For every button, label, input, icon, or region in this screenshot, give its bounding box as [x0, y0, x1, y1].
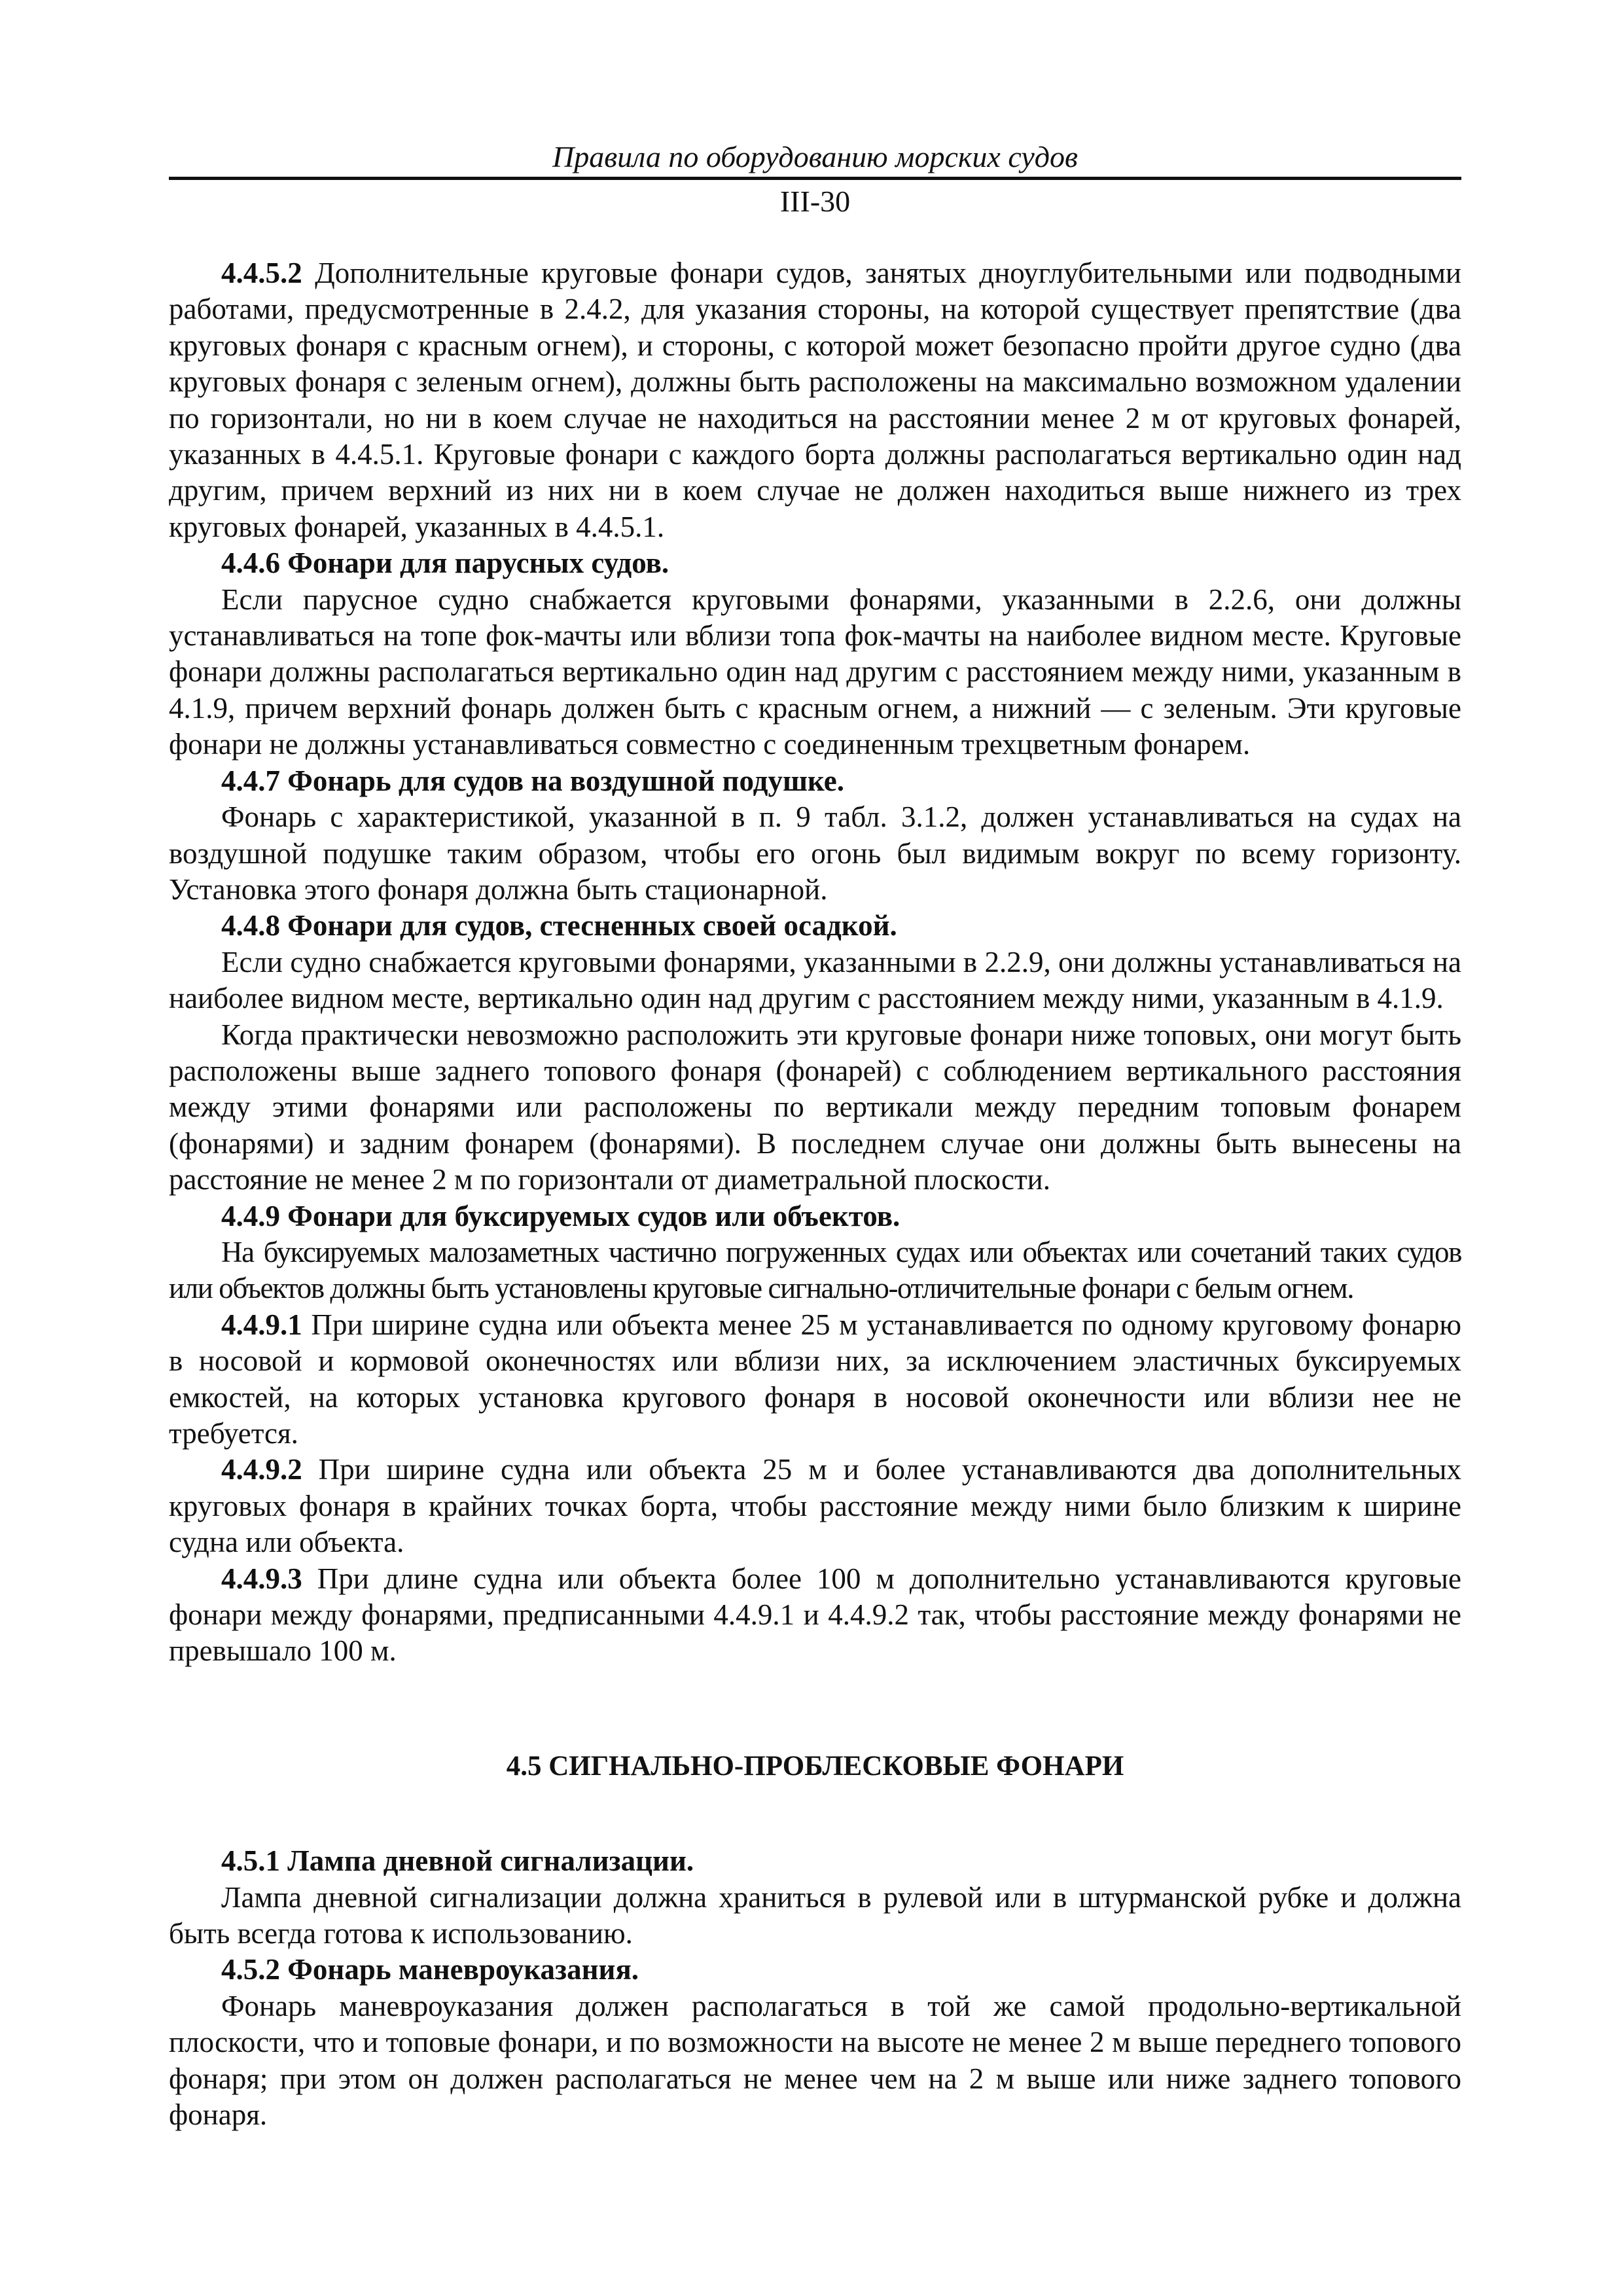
paragraph-4-4-9-2	[169, 1452, 1461, 1560]
clause-text: При длине судна или объекта более 100 м дополнительно устанавливаются круговые фонари между фонарями, предписанными 4.4.9.1 и 4.4.9.2 так, чтобы расстояние между фонарями не превышало 100 м.	[169, 1562, 1461, 1668]
section-heading-4-5: 4.5 СИГНАЛЬНО-ПРОБЛЕСКОВЫЕ ФОНАРИ	[506, 1750, 1124, 1782]
paragraph-4-5-2: Фонарь маневроуказания должен располагаться в той же самой продольно-вертикальной плоскости, что и топовые фонари, и по возможности на высоте не менее 2 м выше переднего топового фонаря; при этом он должен располагаться не менее чем на 2 м выше или ниже заднего топового фонаря.	[169, 1989, 1461, 2132]
heading-4-5-1: 4.5.1 Лампа дневной сигнализации.	[221, 1844, 694, 1878]
heading-4-4-6: 4.4.6 Фонари для парусных судов.	[221, 547, 669, 580]
running-header-title: Правила по оборудованию морских судов	[552, 140, 1078, 173]
paragraph-4-4-8-b: Когда практически невозможно расположить эти круговые фонари ниже топовых, они могут быть расположены выше заднего топового фонаря (фонарей) с соблюдением вертикального расстояния между этими фонарями или расположены по вертикали между передним топовым фонарем (фонарями) и задним фонарем (фонарями). В последнем случае они должны быть вынесены на расстояние не менее 2 м по горизонтали от диаметральной плоскости.	[169, 1018, 1461, 1196]
clause-number: 4.4.9.2	[221, 1453, 302, 1486]
paragraph-4-4-7: Фонарь с характеристикой, указанной в п. 9 табл. 3.1.2, должен устанавливаться на судах на воздушной подушке таким образом, чтобы его огонь был видимым вокруг по всему горизонту. Установка этого фонаря должна быть стационарной.	[169, 800, 1461, 906]
paragraph-4-4-9-1	[169, 1307, 1461, 1452]
heading-4-5-2: 4.5.2 Фонарь маневроуказания.	[221, 1953, 639, 1986]
heading-4-4-9: 4.4.9 Фонари для буксируемых судов или объектов.	[221, 1199, 901, 1232]
document-body	[169, 255, 1461, 2134]
paragraph-4-4-8-a: Если судно снабжается круговыми фонарями, указанными в 2.2.9, они должны устанавливаться на наиболее видном месте, вертикально один над другим с расстоянием между ними, указанным в 4.1.9.	[169, 945, 1461, 1015]
paragraph-4-4-5-2	[169, 255, 1461, 545]
page-number: III-30	[779, 185, 851, 218]
clause-number: 4.4.9.1	[221, 1308, 302, 1341]
clause-number: 4.4.5.2	[221, 257, 302, 289]
clause-number: 4.4.9.3	[221, 1562, 302, 1595]
heading-4-4-8: 4.4.8 Фонари для судов, стесненных своей осадкой.	[221, 909, 897, 942]
clause-text: При ширине судна или объекта 25 м и более устанавливаются два дополнительных круговых фонаря в крайних точках борта, чтобы расстояние между ними было близким к ширине судна или объекта.	[169, 1453, 1461, 1559]
paragraph-4-5-1: Лампа дневной сигнализации должна храниться в рулевой или в штурманской рубке и должна быть всегда готова к использованию.	[169, 1880, 1461, 1950]
paragraph-4-4-9: На буксируемых малозаметных частично погруженных судах или объектах или сочетаний таких судов или объектов должны быть установлены круговые сигнально-отличительные фонари с белым огнем.	[169, 1235, 1461, 1305]
paragraph-4-4-9-3	[169, 1561, 1461, 1670]
heading-4-4-7: 4.4.7 Фонарь для судов на воздушной подушке.	[221, 764, 844, 797]
clause-text: При ширине судна или объекта менее 25 м устанавливается по одному круговому фонарю в носовой и кормовой оконечностях или вблизи них, за исключением эластичных буксируемых емкостей, на которых установка кругового фонаря в носовой оконечности или вблизи нее не требуется.	[169, 1308, 1461, 1450]
paragraph-4-4-6: Если парусное судно снабжается круговыми фонарями, указанными в 2.2.6, они должны устанавливаться на топе фок-мачты или вблизи топа фок-мачты на наиболее видном месте. Круговые фонари должны располагаться вертикально один над другим с расстоянием между ними, указанным в 4.1.9, причем верхний фонарь должен быть с красным огнем, а нижний — с зеленым. Эти круговые фонари не должны устанавливаться совместно с соединенным трехцветным фонарем.	[169, 583, 1461, 761]
header-rule	[169, 177, 1461, 180]
clause-text: Дополнительные круговые фонари судов, занятых дноуглубительными или подводными работами, предусмотренные в 2.4.2, для указания стороны, на которой существует препятствие (два круговых фонаря с красным огнем), и стороны, с которой может безопасно пройти другое судно (два круговых фонаря с зеленым огнем), должны быть расположены на максимально возможном удалении по горизонтали, но ни в коем случае не находиться на расстоянии менее 2 м от круговых фонарей, указанных в 4.4.5.1. Круговые фонари с каждого борта должны располагаться вертикально один над другим, причем верхний из них ни в коем случае не должен находиться выше нижнего из трех круговых фонарей, указанных в 4.4.5.1.	[169, 257, 1461, 543]
